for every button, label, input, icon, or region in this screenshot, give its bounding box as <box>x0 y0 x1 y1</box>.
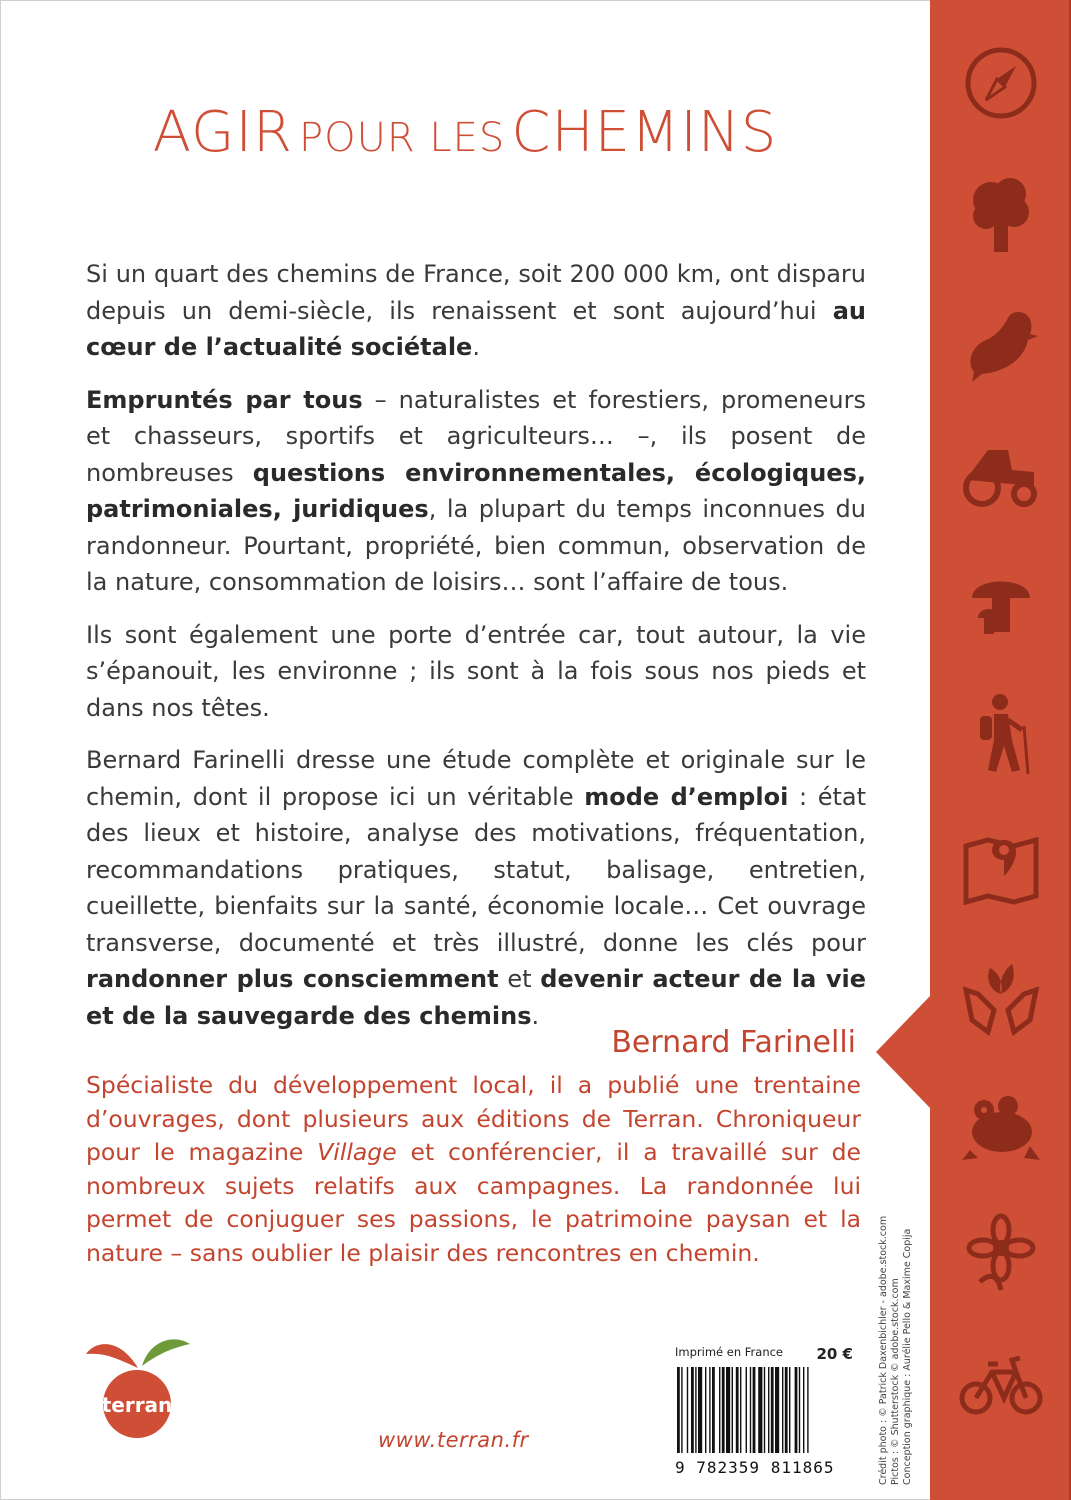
text: Ils sont également une porte d’entrée car, tout autour, la vie s’épanouit, les environne ; ils sont à la fois sous nos pieds et dans nos têtes. <box>86 620 866 722</box>
text: , la plupart du temps inconnues du randonneur. Pourtant, propriété, bien commun, observation de la nature, consommation de loisirs… sont l’affaire de tous. <box>86 495 866 596</box>
text: . <box>531 1001 540 1030</box>
bold-text: Empruntés par tous <box>86 385 363 414</box>
hiker-icon <box>958 690 1044 776</box>
credit-design: Conception graphique : Aurélie Pello & Maxime Copija <box>902 1228 913 1485</box>
icon-sidebar <box>930 0 1071 1500</box>
blurb-paragraph-3 <box>86 617 866 727</box>
terran-logo <box>80 1330 195 1440</box>
blurb-paragraph-2 <box>86 382 866 601</box>
bold-text: devenir acteur de la vie et de la sauvegarde des chemins <box>86 965 866 1030</box>
title-pour-les: POUR LES <box>298 115 506 161</box>
text: . <box>472 333 480 361</box>
bold-text: au cœur de l’actualité sociétale <box>86 296 866 361</box>
mushroom-icon <box>958 560 1044 646</box>
author-name: Bernard Farinelli <box>611 1025 856 1060</box>
flower-icon <box>958 1210 1044 1296</box>
blurb-paragraph-4 <box>86 742 866 1034</box>
italic-text: Village <box>317 1138 397 1166</box>
barcode-bars <box>675 1367 853 1453</box>
text: Spécialiste du développement local, il a publié une trentaine d’ouvrages, dont plusieurs aux éditions de Terran. Chroniqueur pour le magazine <box>86 1071 861 1166</box>
author-bio <box>86 1069 861 1270</box>
frog-icon <box>958 1080 1044 1166</box>
text: et <box>498 965 541 993</box>
bold-text: questions environnementales, écologiques, patrimoniales, juridiques <box>86 458 866 523</box>
price-label: 20 € <box>816 1345 853 1363</box>
text: Bernard Farinelli dresse une étude complète et originale sur le chemin, dont il propose ici un véritable <box>86 746 866 811</box>
barcode-block <box>675 1345 853 1485</box>
isbn-number: 9 782359 811865 <box>675 1458 835 1477</box>
text: et conférencier, il a travaillé sur de nombreux sujets relatifs aux campagnes. La randonnée lui permet de conjuguer ses passions, le patrimoine paysan et la nature – sans oublier le plaisir des rencontres en chemin. <box>86 1138 862 1267</box>
tree-icon <box>958 170 1044 256</box>
bold-text: randonner plus consciemment <box>86 965 499 993</box>
sidebar-notch <box>876 996 930 1108</box>
map-pin-icon <box>958 820 1044 906</box>
bold-text: mode d’emploi <box>584 782 789 811</box>
website-link[interactable]: www.terran.fr <box>378 1428 529 1452</box>
bicycle-icon <box>958 1340 1044 1426</box>
bird-icon <box>958 300 1044 386</box>
text: : état des lieux et histoire, analyse des motivations, fréquentation, recommandations pratiques, statut, balisage, entretien, cueillette, bienfaits sur la santé, économie locale… Cet ouvrage transverse, documenté et très illustré, donne les clés pour <box>86 782 866 957</box>
logo-text: terran <box>101 1393 173 1417</box>
credit-photo: Crédit photo : © Patrick Daxenbichler - adobe.stock.com <box>878 1215 889 1485</box>
credits <box>878 1216 914 1485</box>
title-chemins: CHEMINS <box>511 100 778 165</box>
credit-pictos: Pictos : © Shutterstock © adobe.stock.com <box>890 1278 901 1485</box>
book-title <box>0 100 930 165</box>
tractor-icon <box>958 430 1044 516</box>
text: Si un quart des chemins de France, soit 200 000 km, ont disparu depuis un demi-siècle, ils renaissent et sont aujourd’hui <box>86 260 866 325</box>
hands-plant-icon <box>958 950 1044 1036</box>
compass-icon <box>958 40 1044 126</box>
text: – naturalistes et forestiers, promeneurs et chasseurs, sportifs et agriculteurs… –, ils posent de nombreuses <box>86 385 866 487</box>
printed-in-label: Imprimé en France <box>675 1345 784 1359</box>
title-agir: AGIR <box>152 100 293 165</box>
blurb <box>86 256 866 1050</box>
blurb-paragraph-1 <box>86 256 866 366</box>
